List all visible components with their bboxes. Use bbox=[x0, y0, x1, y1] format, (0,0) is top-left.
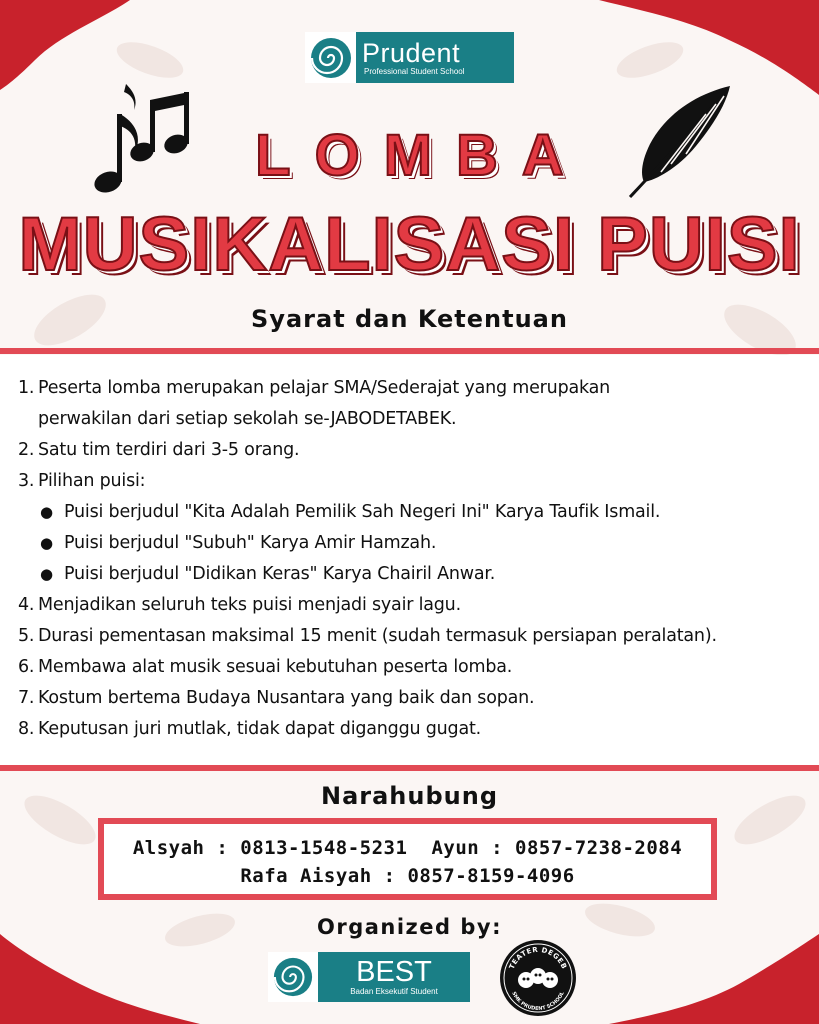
item-number: 3. bbox=[18, 471, 35, 491]
item-text: perwakilan dari setiap sekolah se-JABODETABEK. bbox=[38, 409, 457, 429]
best-logo bbox=[268, 952, 470, 1002]
prudent-logo bbox=[305, 32, 514, 83]
best-sub: Badan Eksekutif Student bbox=[350, 987, 438, 996]
bullet-icon: ● bbox=[40, 534, 53, 552]
list-item bbox=[18, 435, 819, 466]
teater-top-text: TEATER DEGEB bbox=[507, 945, 569, 971]
list-item bbox=[18, 652, 819, 683]
corner-top-right bbox=[599, 0, 819, 95]
contact-box bbox=[98, 818, 717, 900]
contact-heading: Narahubung bbox=[320, 782, 498, 810]
corner-bottom-right bbox=[609, 934, 819, 1024]
contact-rafa: Rafa Aisyah : 0857-8159-4096 bbox=[240, 865, 575, 887]
organizer-heading: Organized by: bbox=[317, 915, 502, 939]
list-item bbox=[18, 466, 819, 497]
list-item-continuation bbox=[18, 404, 819, 435]
terms-list bbox=[0, 355, 819, 745]
item-number: 4. bbox=[18, 595, 35, 615]
poem-text: Puisi berjudul "Subuh" Karya Amir Hamzah. bbox=[64, 533, 437, 553]
title-musikalisasi-puisi: MUSIKALISASI PUISI bbox=[18, 202, 801, 287]
brand-tagline: Professional Student School bbox=[364, 66, 465, 76]
poem-option bbox=[18, 497, 819, 528]
bullet-icon: ● bbox=[40, 565, 53, 583]
brand-name: Prudent bbox=[362, 37, 461, 68]
poem-option bbox=[18, 528, 819, 559]
poem-option bbox=[18, 559, 819, 590]
poem-text: Puisi berjudul "Didikan Keras" Karya Chairil Anwar. bbox=[64, 564, 496, 584]
title-lomba: LOMBA bbox=[255, 123, 588, 188]
teater-bottom-text: SMK PRUDENT SCHOOL bbox=[510, 990, 566, 1013]
item-text: Menjadikan seluruh teks puisi menjadi syair lagu. bbox=[38, 595, 461, 615]
prudent-swirl-logo bbox=[305, 32, 356, 83]
contact-line-1 bbox=[104, 834, 711, 862]
corner-top-left bbox=[0, 0, 140, 90]
list-item bbox=[18, 714, 819, 745]
corner-bottom-left bbox=[0, 934, 200, 1024]
item-number: 7. bbox=[18, 688, 35, 708]
contact-ayun: Ayun : 0857-7238-2084 bbox=[431, 837, 683, 859]
list-item bbox=[18, 621, 819, 652]
best-name: BEST bbox=[356, 956, 432, 988]
terms-heading: Syarat dan Ketentuan bbox=[251, 305, 568, 333]
list-item bbox=[18, 373, 819, 404]
list-item bbox=[18, 590, 819, 621]
teater-degeb-logo bbox=[498, 938, 578, 1018]
item-text: Keputusan juri mutlak, tidak dapat diganggu gugat. bbox=[38, 719, 482, 739]
item-number: 1. bbox=[18, 378, 35, 398]
list-item bbox=[18, 683, 819, 714]
divider-top bbox=[0, 348, 819, 354]
bullet-icon: ● bbox=[40, 503, 53, 521]
item-text: Pilihan puisi: bbox=[38, 471, 146, 491]
item-text: Durasi pementasan maksimal 15 menit (sudah termasuk persiapan peralatan). bbox=[38, 626, 717, 646]
item-number: 6. bbox=[18, 657, 35, 677]
contact-alsyah: Alsyah : 0813-1548-5231 bbox=[132, 837, 408, 859]
divider-bottom bbox=[0, 765, 819, 771]
item-text: Kostum bertema Budaya Nusantara yang baik dan sopan. bbox=[38, 688, 535, 708]
item-text: Satu tim terdiri dari 3-5 orang. bbox=[38, 440, 300, 460]
item-text: Peserta lomba merupakan pelajar SMA/Sederajat yang merupakan bbox=[38, 378, 611, 398]
terms-panel bbox=[0, 355, 819, 765]
item-number: 2. bbox=[18, 440, 35, 460]
poem-text: Puisi berjudul "Kita Adalah Pemilik Sah Negeri Ini" Karya Taufik Ismail. bbox=[64, 502, 661, 522]
item-number: 5. bbox=[18, 626, 35, 646]
item-text: Membawa alat musik sesuai kebutuhan peserta lomba. bbox=[38, 657, 513, 677]
item-number: 8. bbox=[18, 719, 35, 739]
best-swirl-logo bbox=[268, 952, 318, 1002]
